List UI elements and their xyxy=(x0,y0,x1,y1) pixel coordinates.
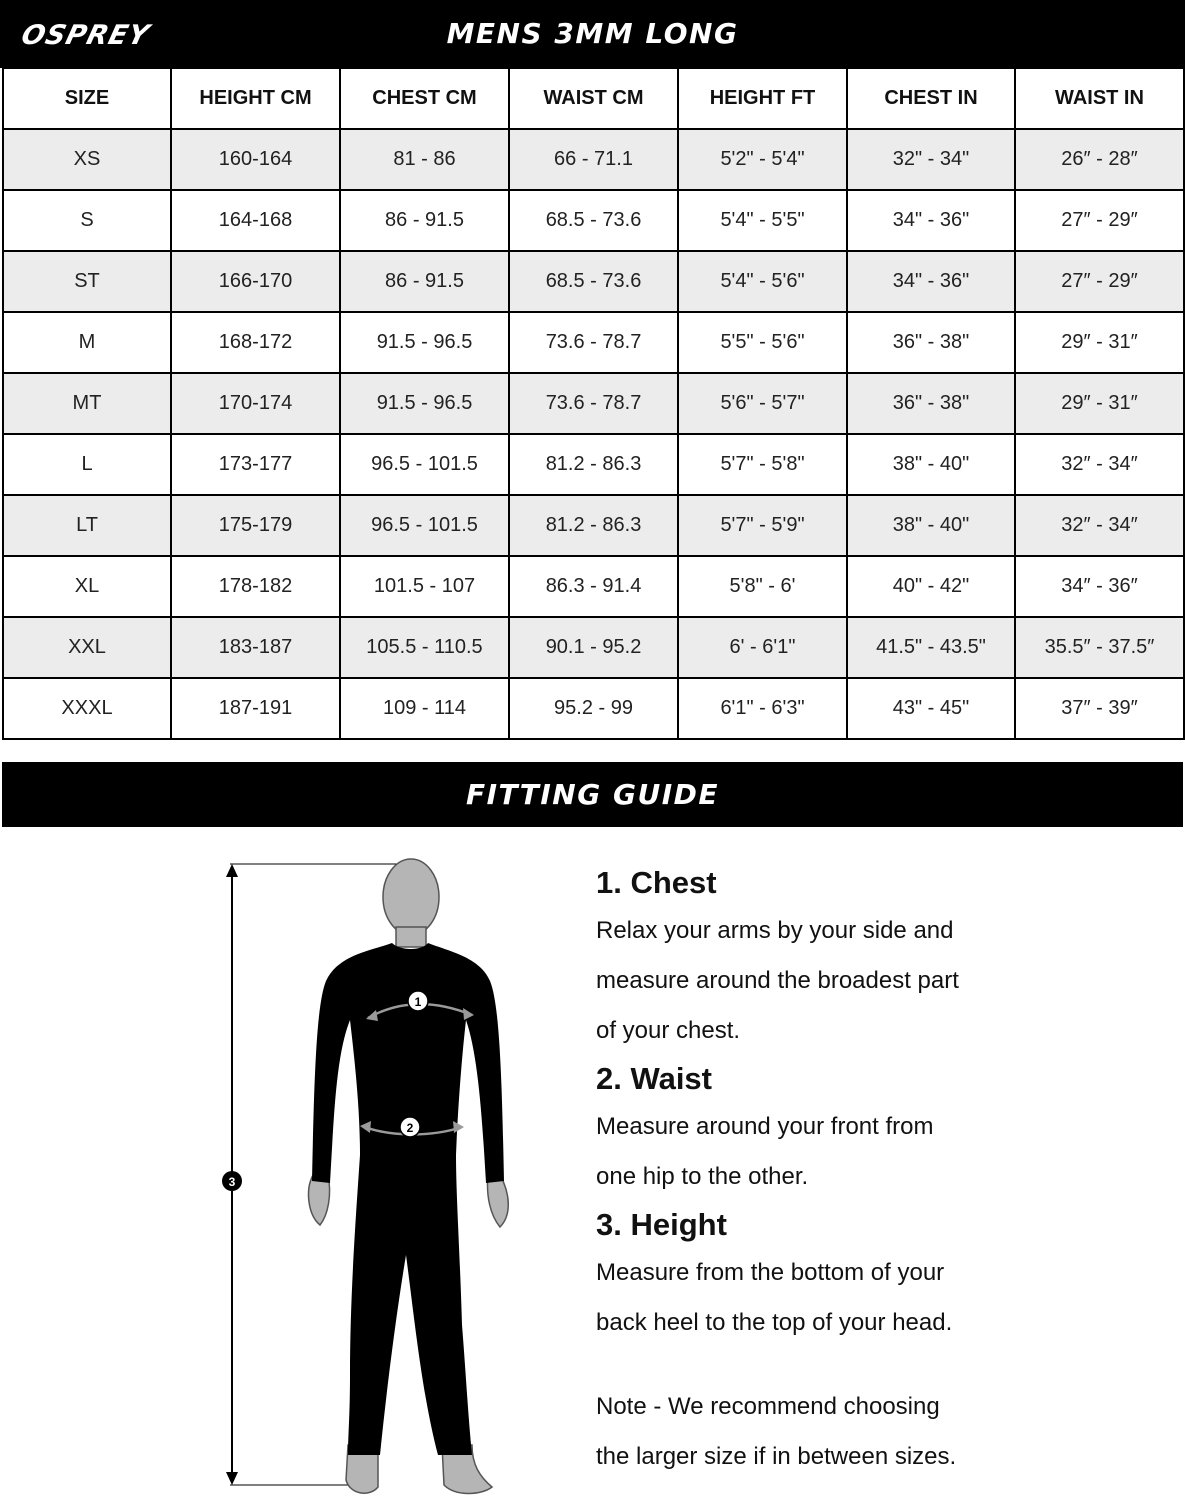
measurement-cell: 73.6 - 78.7 xyxy=(509,373,678,434)
size-cell: XXL xyxy=(3,617,171,678)
measurement-cell: 29″ - 31″ xyxy=(1015,312,1184,373)
measurement-cell: 5'4" - 5'6" xyxy=(678,251,847,312)
size-cell: XXXL xyxy=(3,678,171,739)
measurement-cell: 38" - 40" xyxy=(847,495,1015,556)
measurement-cell: 27″ - 29″ xyxy=(1015,251,1184,312)
waist-text-line: one hip to the other. xyxy=(596,1163,809,1190)
marker-2-label: 2 xyxy=(406,1121,414,1135)
measurement-cell: 164-168 xyxy=(171,190,340,251)
measurement-cell: 187-191 xyxy=(171,678,340,739)
measurement-cell: 68.5 - 73.6 xyxy=(509,190,678,251)
table-row xyxy=(3,129,1184,190)
fitting-instructions xyxy=(596,860,1156,1482)
header-bar xyxy=(0,0,1185,68)
measurement-cell: 34" - 36" xyxy=(847,251,1015,312)
table-row xyxy=(3,617,1184,678)
table-row xyxy=(3,678,1184,739)
table-row xyxy=(3,251,1184,312)
measurement-cell: 6'1" - 6'3" xyxy=(678,678,847,739)
measurement-cell: 105.5 - 110.5 xyxy=(340,617,509,678)
body-measurement-figure xyxy=(210,855,540,1500)
measurement-cell: 73.6 - 78.7 xyxy=(509,312,678,373)
height-text-line: back heel to the top of your head. xyxy=(596,1309,953,1336)
measurement-cell: 34" - 36" xyxy=(847,190,1015,251)
waist-text-line: Measure around your front from xyxy=(596,1113,934,1140)
measurement-cell: 26″ - 28″ xyxy=(1015,129,1184,190)
measurement-cell: 27″ - 29″ xyxy=(1015,190,1184,251)
head-shape xyxy=(383,859,439,935)
size-chart-table xyxy=(2,67,1185,740)
size-cell: XS xyxy=(3,129,171,190)
measurement-cell: 170-174 xyxy=(171,373,340,434)
note-text-line: Note - We recommend choosing xyxy=(596,1393,940,1420)
measurement-cell: 81 - 86 xyxy=(340,129,509,190)
column-header: WAIST CM xyxy=(509,68,678,129)
measurement-cell: 32" - 34" xyxy=(847,129,1015,190)
measurement-cell: 5'4" - 5'5" xyxy=(678,190,847,251)
height-arrow-down-icon xyxy=(226,1472,238,1485)
measurement-cell: 40" - 42" xyxy=(847,556,1015,617)
size-cell: M xyxy=(3,312,171,373)
measurement-cell: 109 - 114 xyxy=(340,678,509,739)
measurement-cell: 81.2 - 86.3 xyxy=(509,434,678,495)
height-arrow-up-icon xyxy=(226,864,238,877)
measurement-cell: 101.5 - 107 xyxy=(340,556,509,617)
measurement-cell: 96.5 - 101.5 xyxy=(340,495,509,556)
column-header: HEIGHT CM xyxy=(171,68,340,129)
measurement-cell: 5'6" - 5'7" xyxy=(678,373,847,434)
column-header: CHEST CM xyxy=(340,68,509,129)
measurement-cell: 166-170 xyxy=(171,251,340,312)
chest-text-line: of your chest. xyxy=(596,1017,741,1044)
measurement-cell: 81.2 - 86.3 xyxy=(509,495,678,556)
measurement-cell: 5'7" - 5'9" xyxy=(678,495,847,556)
measurement-cell: 36" - 38" xyxy=(847,373,1015,434)
size-cell: L xyxy=(3,434,171,495)
table-header-row xyxy=(3,68,1184,129)
chest-text-line: measure around the broadest part xyxy=(596,967,959,994)
chest-text-line: Relax your arms by your side and xyxy=(596,917,954,944)
measurement-cell: 41.5" - 43.5" xyxy=(847,617,1015,678)
measurement-cell: 91.5 - 96.5 xyxy=(340,373,509,434)
column-header: WAIST IN xyxy=(1015,68,1184,129)
measurement-cell: 90.1 - 95.2 xyxy=(509,617,678,678)
measurement-cell: 168-172 xyxy=(171,312,340,373)
measurement-cell: 6' - 6'1" xyxy=(678,617,847,678)
chart-title: MENS 3MM LONG xyxy=(446,17,739,50)
osprey-logo: OSPREY xyxy=(18,20,153,51)
size-cell: ST xyxy=(3,251,171,312)
size-cell: XL xyxy=(3,556,171,617)
waist-arrow-right-icon xyxy=(453,1121,464,1133)
size-cell: S xyxy=(3,190,171,251)
table-row xyxy=(3,556,1184,617)
table-row xyxy=(3,190,1184,251)
measurement-cell: 68.5 - 73.6 xyxy=(509,251,678,312)
fitting-guide-bar xyxy=(2,762,1183,827)
column-header: SIZE xyxy=(3,68,171,129)
note-text-line: the larger size if in between sizes. xyxy=(596,1443,957,1470)
table-row xyxy=(3,312,1184,373)
measurement-cell: 175-179 xyxy=(171,495,340,556)
size-cell: LT xyxy=(3,495,171,556)
height-heading: 3. Height xyxy=(596,1207,727,1242)
measurement-cell: 36" - 38" xyxy=(847,312,1015,373)
measurement-cell: 32″ - 34″ xyxy=(1015,434,1184,495)
measurement-cell: 34″ - 36″ xyxy=(1015,556,1184,617)
fitting-guide-title: FITTING GUIDE xyxy=(466,778,719,811)
measurement-cell: 5'2" - 5'4" xyxy=(678,129,847,190)
measurement-cell: 173-177 xyxy=(171,434,340,495)
measurement-cell: 183-187 xyxy=(171,617,340,678)
measurement-cell: 91.5 - 96.5 xyxy=(340,312,509,373)
measurement-cell: 86 - 91.5 xyxy=(340,251,509,312)
right-hand-shape xyxy=(488,1175,509,1227)
measurement-cell: 5'5" - 5'6" xyxy=(678,312,847,373)
table-row xyxy=(3,434,1184,495)
size-cell: MT xyxy=(3,373,171,434)
measurement-cell: 66 - 71.1 xyxy=(509,129,678,190)
measurement-cell: 96.5 - 101.5 xyxy=(340,434,509,495)
measurement-cell: 35.5″ - 37.5″ xyxy=(1015,617,1184,678)
table-row xyxy=(3,495,1184,556)
table-body xyxy=(3,129,1184,739)
measurement-cell: 38" - 40" xyxy=(847,434,1015,495)
measurement-cell: 86 - 91.5 xyxy=(340,190,509,251)
measurement-cell: 5'7" - 5'8" xyxy=(678,434,847,495)
measurement-cell: 5'8" - 6' xyxy=(678,556,847,617)
marker-3-label: 3 xyxy=(228,1175,236,1189)
measurement-cell: 86.3 - 91.4 xyxy=(509,556,678,617)
measurement-cell: 29″ - 31″ xyxy=(1015,373,1184,434)
measurement-cell: 37″ - 39″ xyxy=(1015,678,1184,739)
measurement-cell: 160-164 xyxy=(171,129,340,190)
waist-heading: 2. Waist xyxy=(596,1061,712,1096)
wetsuit-shape xyxy=(312,943,504,1455)
marker-1-label: 1 xyxy=(414,995,422,1009)
neck-shape xyxy=(396,927,426,947)
measurement-cell: 43" - 45" xyxy=(847,678,1015,739)
measurement-cell: 178-182 xyxy=(171,556,340,617)
measurement-cell: 95.2 - 99 xyxy=(509,678,678,739)
height-text-line: Measure from the bottom of your xyxy=(596,1259,945,1286)
column-header: HEIGHT FT xyxy=(678,68,847,129)
table-row xyxy=(3,373,1184,434)
chest-heading: 1. Chest xyxy=(596,865,717,900)
column-header: CHEST IN xyxy=(847,68,1015,129)
measurement-cell: 32″ - 34″ xyxy=(1015,495,1184,556)
